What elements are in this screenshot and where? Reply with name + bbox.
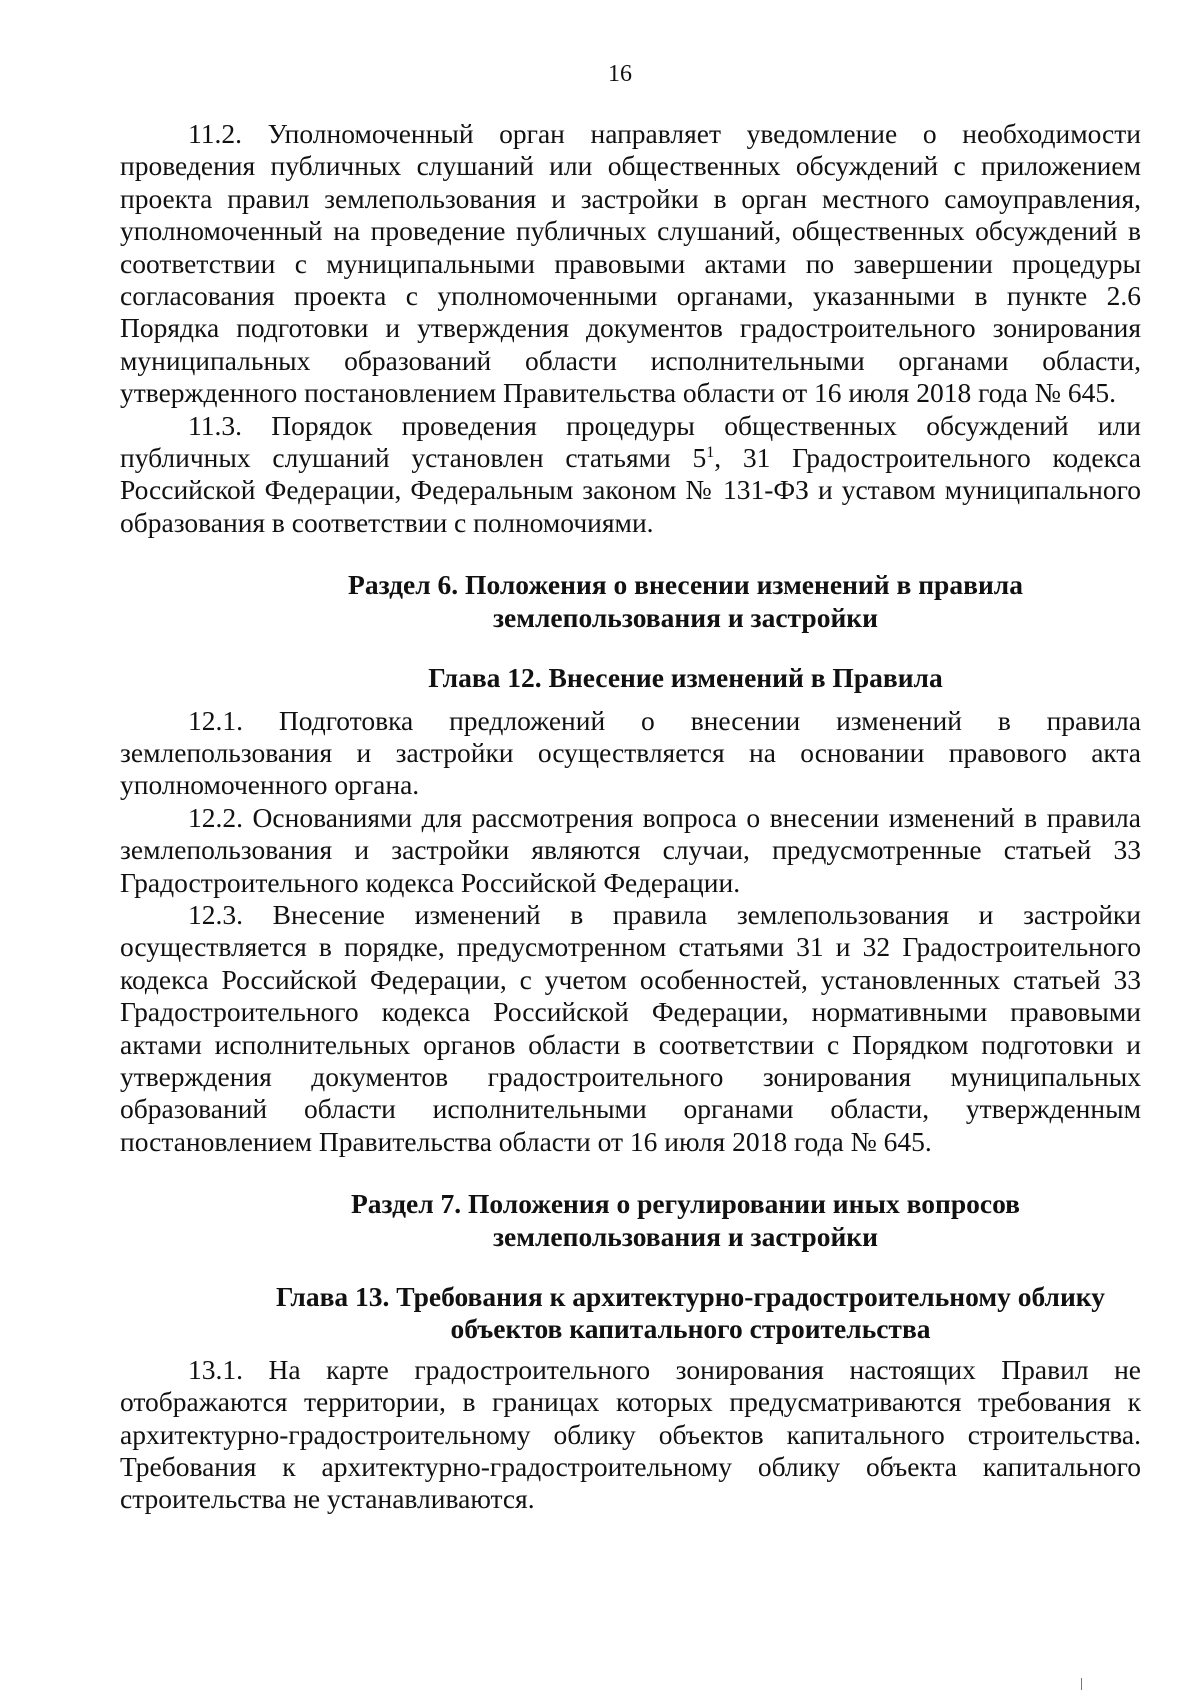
section-7-heading-line-1: Раздел 7. Положения о регулировании иных вопросов (350, 1188, 1021, 1220)
chapter-13-heading-line-1: Глава 13. Требования к архитектурно-градостроительному облику (276, 1281, 1105, 1312)
chapter-13-heading-line-2: объектов капитального строительства (450, 1313, 931, 1345)
chapter-12-heading: Глава 12. Внесение изменений в Правила (428, 662, 943, 694)
scan-edge-mark (1081, 1678, 1082, 1690)
page-number: 16 (608, 61, 632, 87)
paragraph-12-2: 12.2. Основаниями для рассмотрения вопроса о внесении изменений в правила землепользования и застройки являются случаи, предусмотренные статьей 33 Градостроительного кодекса Российской Федерации. (120, 801, 1141, 898)
chapter-13-heading (120, 1281, 1141, 1346)
paragraph-11-3-part-2: , 31 Градостроительного кодекса Российской Федерации, Федеральным законом № 131-ФЗ и уставом муниципального образования в соответствии с полномочиями. (120, 442, 1142, 538)
paragraph-11-2: 11.2. Уполномоченный орган направляет уведомление о необходимости проведения публичных слушаний или общественных обсуждений с приложением проекта правил землепользования и застройки в орган местного самоуправления, уполномоченный на проведение публичных слушаний, общественных обсуждений в соответствии с муниципальными правовыми актами по завершении процедуры согласования проекта с уполномоченными органами, указанными в пункте 2.6 Порядка подготовки и утверждения документов градостроительного зонирования муниципальных образований области исполнительными органами области, утвержденного постановлением Правительства области от 16 июля 2018 года № 645. (120, 118, 1141, 409)
paragraph-12-3: 12.3. Внесение изменений в правила землепользования и застройки осуществляется в порядке, предусмотренном статьями 31 и 32 Градостроительного кодекса Российской Федерации, с учетом особенностей, установленных статьей 33 Градостроительного кодекса Российской Федерации, нормативными правовыми актами исполнительных органов области в соответствии с Порядком подготовки и утверждения документов градостроительного зонирования муниципальных образований области исполнительными органами области, утвержденным постановлением Правительства области от 16 июля 2018 года № 645. (120, 898, 1141, 1157)
paragraph-13-1: 13.1. На карте градостроительного зонирования настоящих Правил не отображаются территории, в границах которых предусматриваются требования к архитектурно-градостроительному облику объектов капитального строительства. Требования к архитектурно-градостроительному облику объекта капитального строительства не устанавливаются. (120, 1353, 1141, 1515)
document-body (120, 118, 1141, 1516)
paragraph-11-3-part-1: 11.3. Порядок проведения процедуры общественных обсуждений или публичных слушаний установлен статьями 5 (120, 409, 1141, 474)
section-6-heading-line-2: землепользования и застройки (493, 601, 878, 633)
paragraph-12-1: 12.1. Подготовка предложений о внесении изменений в правила землепользования и застройки осуществляется на основании правового акта уполномоченного органа. (120, 704, 1141, 801)
superscript-article-index: 1 (706, 443, 715, 461)
section-6-heading (120, 569, 1141, 634)
section-6-heading-line-1: Раздел 6. Положения о внесении изменений в правила (348, 569, 1023, 601)
paragraph-11-3 (120, 410, 1141, 540)
section-7-heading (120, 1188, 1141, 1253)
section-7-heading-line-2: землепользования и застройки (493, 1220, 878, 1252)
